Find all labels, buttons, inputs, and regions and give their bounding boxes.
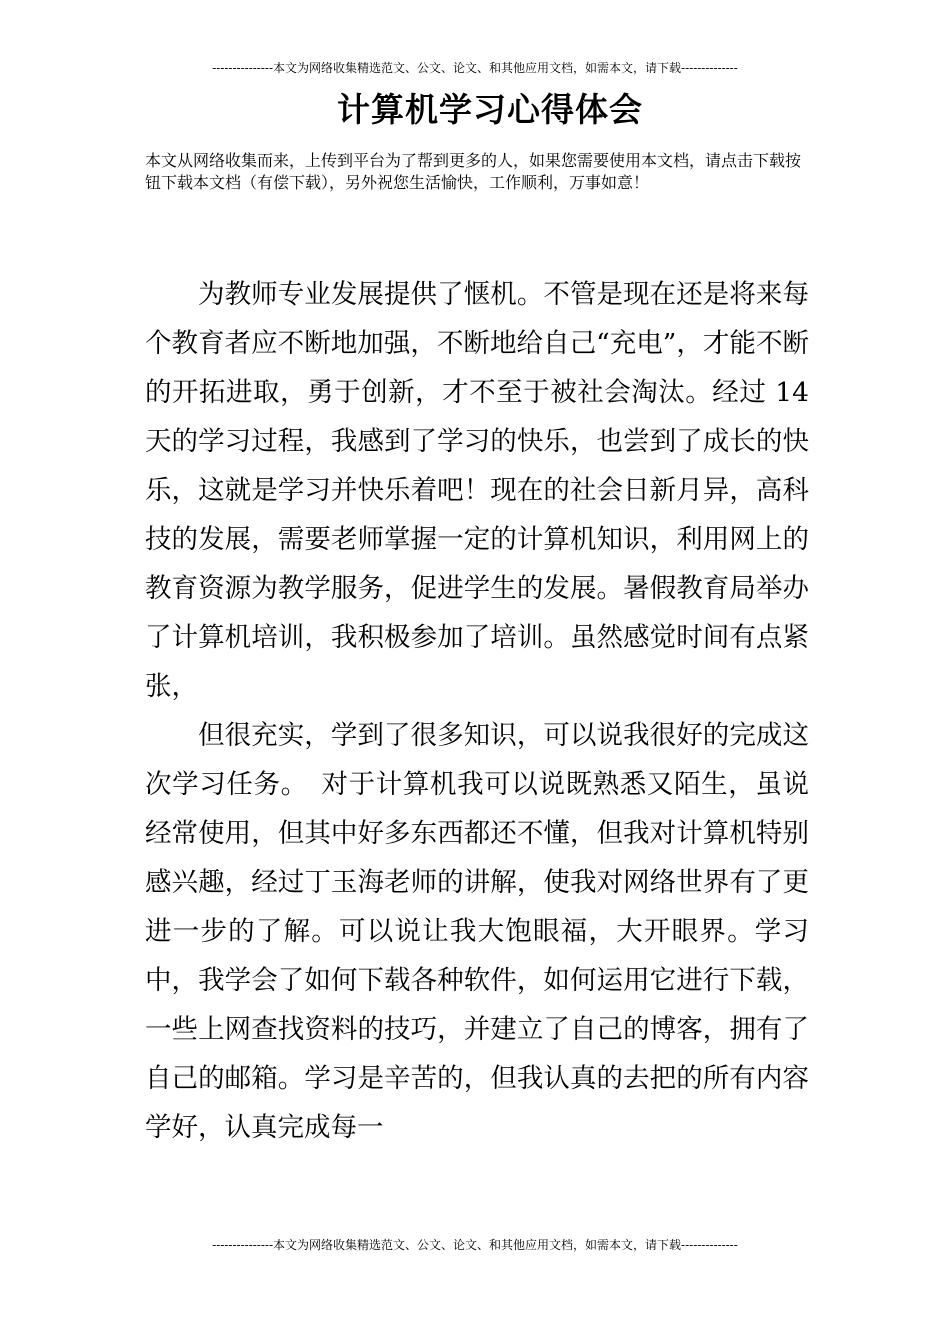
body-paragraph-2: 但很充实，学到了很多知识，可以说我很好的完成这次学习任务。 对于计算机我可以说既熟悉又陌生，虽说经常使用，但其中好多东西都还不懂，但我对计算机特别感兴趣，经过丁玉海老师的讲解，使我对网络世界有了更进一步的了解。可以说让我大饱眼福，大开眼界。学习中，我学会了如何下载各种软件，如何运用它进行下载，一些上网查找资料的技巧，并建立了自己的博客，拥有了自己的邮箱。学习是辛苦的，但我认真的去把的所有内容学好，认真完成每一	[145, 720, 809, 1143]
body-paragraph-1: 为教师专业发展提供了惬机。不管是现在还是将来每个教育者应不断地加强，不断地给自己“充电”，才能不断的开拓进取，勇于创新，才不至于被社会淘汰。经过 14 天的学习过程，我感到了学习的快乐，也尝到了成长的快乐，这就是学习并快乐着吧！现在的社会日新月异，高科技的发展，需要老师掌握一定的计算机知识，利用网上的教育资源为教学服务，促进学生的发展。暑假教育局举办了计算机培训，我积极参加了培训。虽然感觉时间有点紧张，	[145, 279, 809, 702]
document-title: 计算机学习心得体会	[337, 90, 643, 129]
document-body	[145, 270, 809, 1152]
intro-paragraph: 本文从网络收集而来，上传到平台为了帮到更多的人，如果您需要使用本文档，请点击下载按钮下载本文档（有偿下载），另外祝您生活愉快，工作顺利，万事如意！	[145, 151, 802, 192]
header-note: ---------------本文为网络收集精选范文、公文、论文、和其他应用文档，如需本文，请下载--------------	[212, 61, 738, 75]
footer-note: ---------------本文为网络收集精选范文、公文、论文、和其他应用文档，如需本文，请下载--------------	[212, 1238, 738, 1252]
